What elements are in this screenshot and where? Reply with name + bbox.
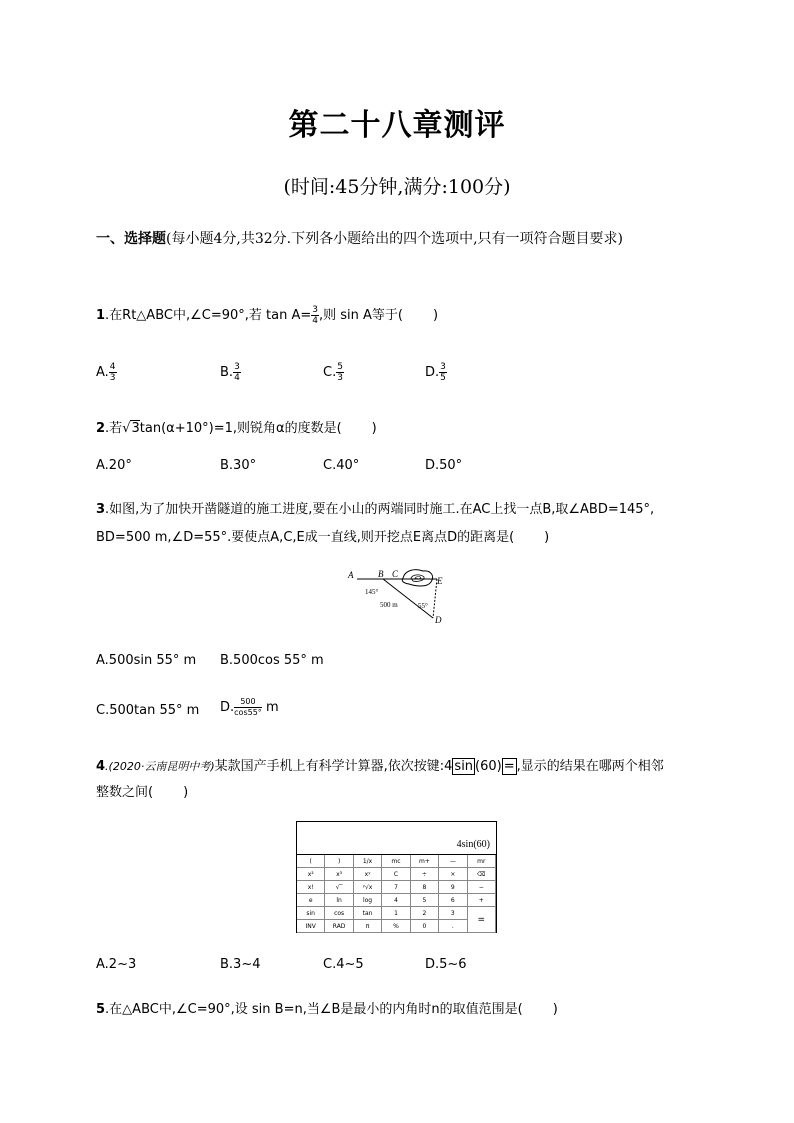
calc-key: cos (325, 907, 353, 920)
calc-key: 4 (382, 894, 410, 907)
q2-option-c[interactable]: C.40° (323, 458, 360, 473)
question-3-line-2: BD=500 m,∠D=55°.要使点A,C,E成一直线,则开挖点E离点D的距离是( ) (96, 530, 550, 545)
label-a: A (348, 570, 354, 580)
question-3-line-1 (96, 498, 654, 517)
question-number: 1 (96, 308, 106, 323)
question-1: 1.在Rt△ABC中,∠C=90°,若 tan A= $\frac{3}{4}$ ,则 sin A等于( ) (96, 305, 439, 326)
calc-key: × (439, 868, 467, 881)
q3-option-d[interactable]: D. $\frac{500}{\cos 55^\circ}$ m (220, 697, 279, 717)
section-heading (96, 224, 716, 254)
calc-key: mr (468, 855, 496, 868)
question-4-line-1 (96, 755, 664, 774)
calc-key: ln (325, 894, 353, 907)
angle-145: 145° (365, 588, 379, 596)
q1-option-a[interactable]: A. $\frac{4}{3}$ (96, 362, 116, 383)
calc-key: log (354, 894, 382, 907)
calc-key: C (382, 868, 410, 881)
question-text: 某款国产手机上有科学计算器,依次按键:4 (214, 759, 453, 774)
calc-key: tan (354, 907, 382, 920)
question-number: 4 (96, 759, 106, 774)
calc-key: 8 (411, 881, 439, 894)
calc-key: ( (297, 855, 325, 868)
calculator-keypad (297, 854, 496, 933)
calc-key: ʸ√x (354, 881, 382, 894)
page-subtitle: (时间:45分钟,满分:100分) (283, 176, 511, 198)
calc-key: 6 (439, 894, 467, 907)
calc-key: π (354, 920, 382, 933)
q4-option-b[interactable]: B.3~4 (220, 957, 261, 972)
question-2: 2.若√3tan(α+10°)=1,则锐角α的度数是( ) (96, 421, 377, 436)
section-label: 一、选择题 (96, 231, 166, 247)
calc-key: 3 (439, 907, 467, 920)
key-sin: sin (454, 759, 474, 774)
question-5: 5.在△ABC中,∠C=90°,设 sin B=n,当∠B是最小的内角时n的取值范围是( ) (96, 1002, 558, 1017)
calculator-display: 4sin(60) (456, 839, 490, 850)
calc-key: 1/x (354, 855, 382, 868)
q1-option-c[interactable]: C. $\frac{5}{3}$ (323, 362, 343, 383)
calc-key: 5 (411, 894, 439, 907)
calc-key: √‾ (325, 881, 353, 894)
key-60: (60) (475, 759, 502, 774)
calc-key: x! (297, 881, 325, 894)
calc-key: ) (325, 855, 353, 868)
question-text: ,显示的结果在哪两个相邻 (516, 759, 664, 774)
q4-option-d[interactable]: D.5~6 (425, 957, 467, 972)
q4-option-a[interactable]: A.2~3 (96, 957, 137, 972)
calc-key: ⌫ (468, 868, 496, 881)
fraction: $\frac{3}{4}$ (312, 305, 318, 326)
calc-key: 0 (411, 920, 439, 933)
section-note: (每小题4分,共32分.下列各小题给出的四个选项中,只有一项符合题目要求) (166, 231, 623, 247)
calc-key: x³ (325, 868, 353, 881)
q3-option-b[interactable]: B.500cos 55° m (220, 653, 324, 668)
question-text: .在Rt△ABC中,∠C=90°,若 tan A= (105, 308, 312, 323)
label-c: C (392, 569, 399, 579)
calc-key: INV (297, 920, 325, 933)
label-d: D (435, 615, 442, 625)
sqrt-value: 3 (131, 421, 140, 436)
calc-key: e (297, 894, 325, 907)
question-text: .在△ABC中,∠C=90°,设 sin B=n,当∠B是最小的内角时n的取值范围是( (105, 1002, 523, 1017)
calc-key: . (439, 920, 467, 933)
question-number: 3 (96, 502, 106, 517)
q2-option-b[interactable]: B.30° (220, 458, 257, 473)
key-equals: = (503, 759, 515, 774)
calculator-image (296, 821, 497, 933)
question-text: ,则 sin A等于( (319, 308, 403, 323)
calc-key: — (439, 855, 467, 868)
question-number: 2 (96, 421, 106, 436)
tunnel-diagram (345, 566, 455, 626)
calc-key: % (382, 920, 410, 933)
page-title: 第二十八章测评 (288, 108, 506, 143)
q3-option-c[interactable]: C.500tan 55° m (96, 703, 200, 718)
calc-key: = (468, 907, 496, 933)
calc-key: x² (297, 868, 325, 881)
label-b: B (378, 569, 384, 579)
question-text: tan(α+10°)=1,则锐角α的度数是( (139, 421, 342, 436)
calc-key: m+ (411, 855, 439, 868)
q2-option-a[interactable]: A.20° (96, 458, 132, 473)
calc-key: RAD (325, 920, 353, 933)
question-text: 整数之间( (96, 785, 154, 800)
calc-key: 2 (411, 907, 439, 920)
q4-option-c[interactable]: C.4~5 (323, 957, 364, 972)
calc-key: 9 (439, 881, 467, 894)
q3-option-a[interactable]: A.500sin 55° m (96, 653, 197, 668)
angle-55: 55° (418, 602, 428, 610)
calc-key: 1 (382, 907, 410, 920)
calc-key: sin (297, 907, 325, 920)
question-source: .(2020·云南昆明中考) (105, 760, 215, 773)
calc-key: xʸ (354, 868, 382, 881)
question-text: .如图,为了加快开凿隧道的施工进度,要在小山的两端同时施工.在AC上找一点B,取∠ABD=145°, (105, 502, 655, 517)
calc-key: 7 (382, 881, 410, 894)
question-number: 5 (96, 1002, 106, 1017)
calc-key: − (468, 881, 496, 894)
question-text: .若 (105, 421, 123, 436)
q2-option-d[interactable]: D.50° (425, 458, 463, 473)
label-e: E (437, 576, 443, 586)
length-500: 500 m (380, 601, 398, 609)
calc-key: + (468, 894, 496, 907)
q1-option-d[interactable]: D. $\frac{3}{5}$ (425, 362, 446, 383)
question-text: BD=500 m,∠D=55°.要使点A,C,E成一直线,则开挖点E离点D的距离是( (96, 530, 515, 545)
q1-option-b[interactable]: B. $\frac{3}{4}$ (220, 362, 240, 383)
calc-key: mc (382, 855, 410, 868)
calc-key: ÷ (411, 868, 439, 881)
question-4-line-2: 整数之间( ) (96, 785, 189, 800)
